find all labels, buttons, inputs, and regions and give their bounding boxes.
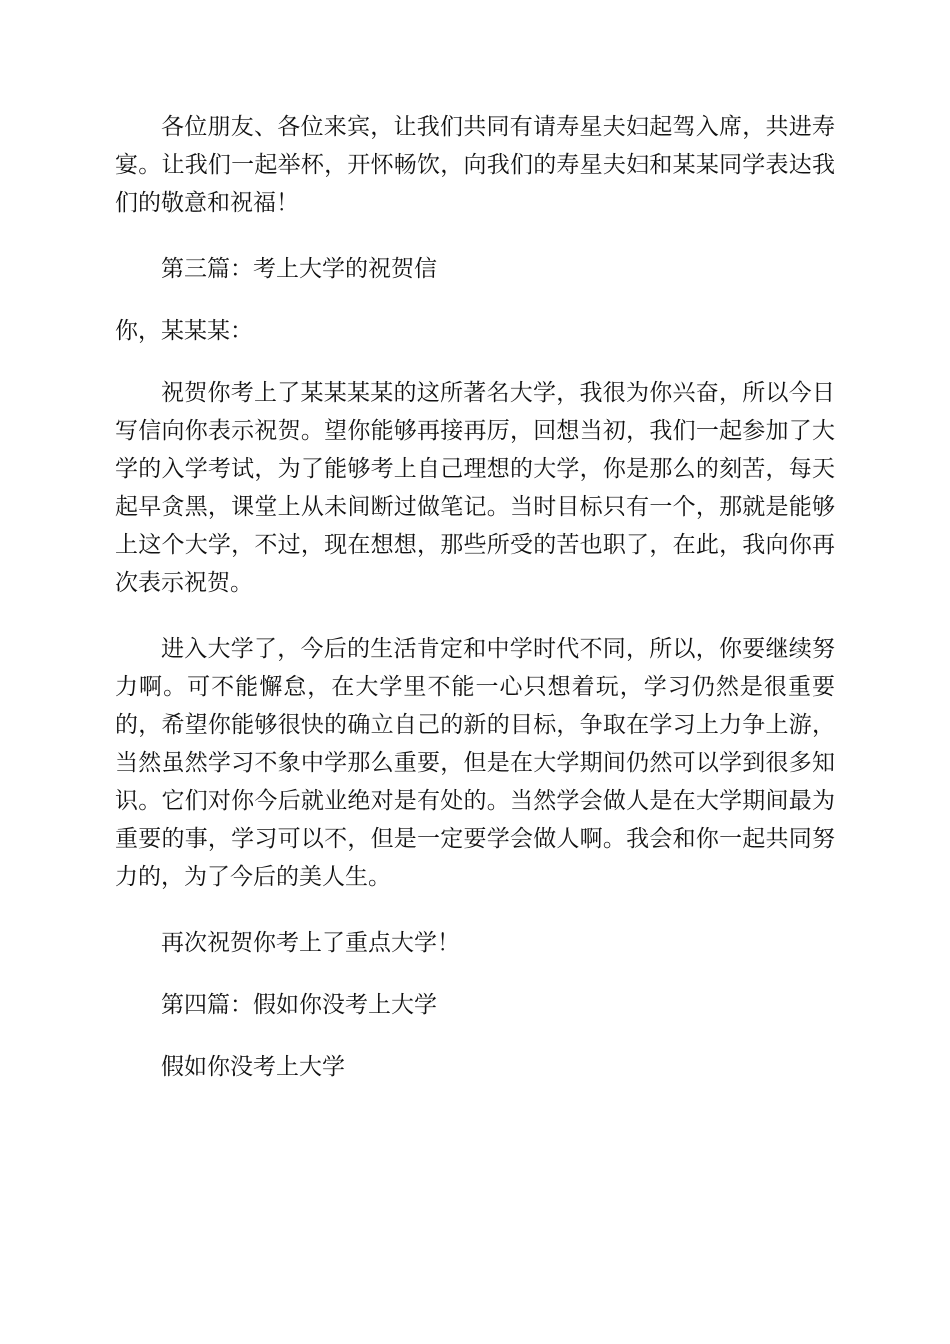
heading-third-article: 第三篇：考上大学的祝贺信 bbox=[161, 256, 437, 282]
paragraph-advice: 进入大学了，今后的生活肯定和中学时代不同，所以，你要继续努力啊。可不能懈怠，在大学里不能一心只想着玩，学习仍然是很重要的，希望你能够很快的确立自己的新的目标，争取在学习上力争上游，当然虽然学习不象中学那么重要，但是在大学期间仍然可以学到很多知识。它们对你今后就业绝对是有处的。当然学会做人是在大学期间最为重要的事，学习可以不，但是一定要学会做人啊。我会和你一起共同努力的，为了今后的美人生。 bbox=[115, 636, 835, 890]
paragraph-fourth-article-title: 假如你没考上大学 bbox=[161, 1054, 345, 1080]
paragraph-final-congratulations: 再次祝贺你考上了重点大学！ bbox=[161, 930, 460, 956]
heading-fourth-article: 第四篇：假如你没考上大学 bbox=[161, 992, 437, 1018]
paragraph-congratulations: 祝贺你考上了某某某某的这所著名大学，我很为你兴奋，所以今日写信向你表示祝贺。望你能够再接再厉，回想当初，我们一起参加了大学的入学考试，为了能够考上自己理想的大学，你是那么的刻苦，每天起早贪黑，课堂上从未间断过做笔记。当时目标只有一个，那就是能够上这个大学，不过，现在想想，那些所受的苦也职了，在此，我向你再次表示祝贺。 bbox=[115, 380, 835, 596]
document-body bbox=[115, 108, 835, 1086]
paragraph-birthday-toast: 各位朋友、各位来宾，让我们共同有请寿星夫妇起驾入席，共进寿宴。让我们一起举杯，开怀畅饮，向我们的寿星夫妇和某某同学表达我们的敬意和祝福！ bbox=[115, 114, 835, 216]
salutation: 你，某某某： bbox=[115, 318, 253, 344]
